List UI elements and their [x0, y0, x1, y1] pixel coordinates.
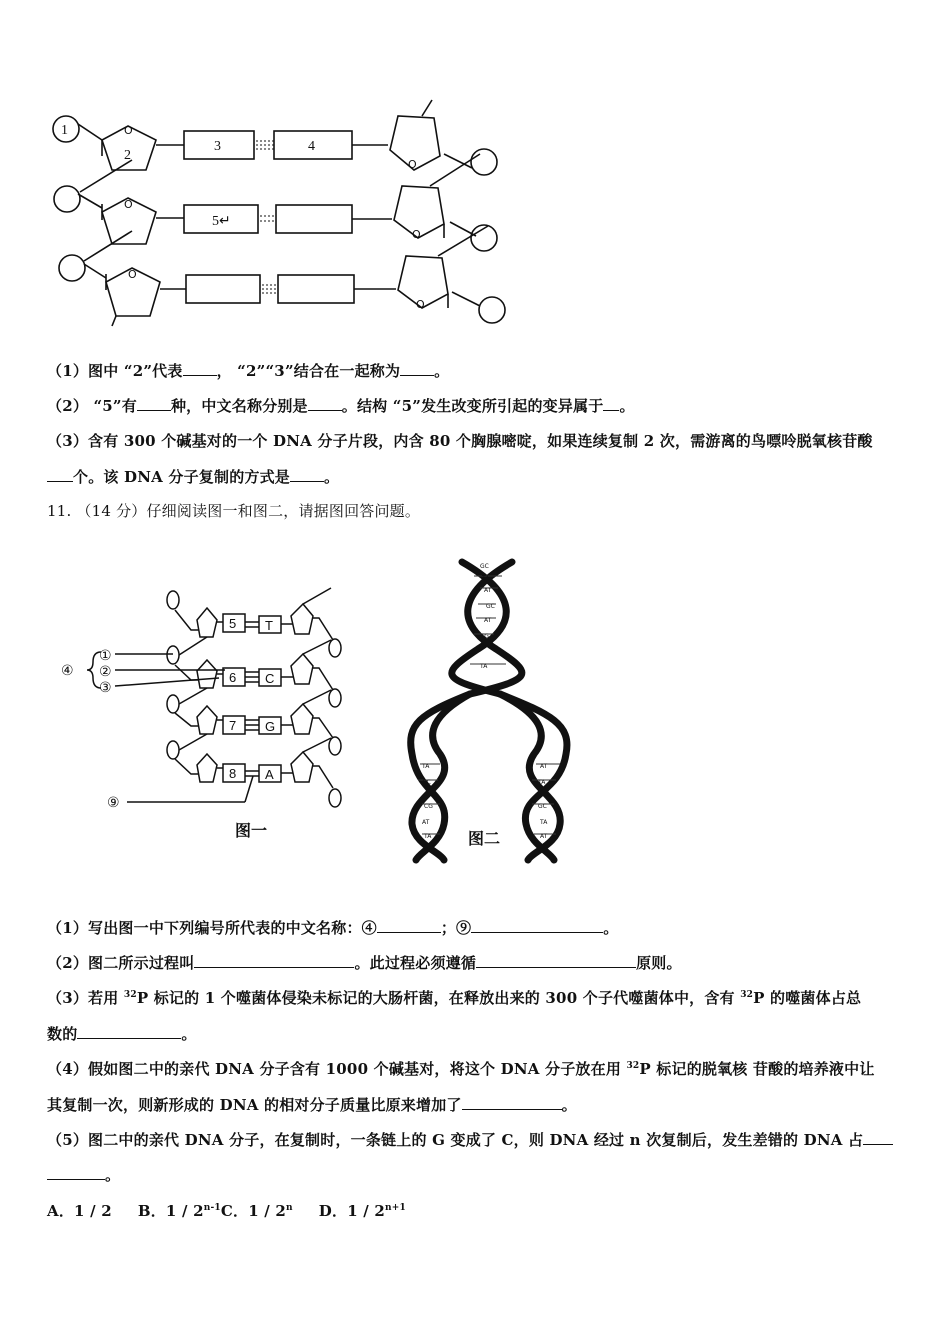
text: （3）若用 — [47, 989, 124, 1007]
q11-options — [47, 1200, 432, 1221]
pair-label: TA — [482, 575, 490, 582]
text: （2） “5”有 — [47, 397, 137, 415]
brace-label-4: ④ — [61, 663, 74, 679]
answer-blank — [183, 361, 217, 376]
sugar — [291, 604, 313, 634]
pair-label: GC — [486, 603, 495, 610]
pair-label: CG — [480, 633, 489, 640]
pair-label: AT — [422, 819, 430, 826]
text: 个。该 DNA 分子复制的方式是 — [73, 468, 291, 486]
text: 11. （14 分）仔细阅读图一和图二，请据图回答问题。 — [47, 502, 421, 520]
phosphate — [329, 639, 341, 657]
figure-two-caption: 图二 — [468, 829, 501, 848]
pair-label: TA — [424, 833, 432, 840]
answer-blank — [377, 918, 441, 933]
phosphate-circle — [471, 149, 497, 175]
answer-blank — [476, 953, 636, 968]
base-box — [186, 275, 260, 303]
text: 种，中文名称分别是 — [170, 397, 308, 415]
pair-label: GC — [422, 779, 431, 786]
base-box — [276, 205, 352, 233]
q11-part3-cont — [47, 1023, 197, 1044]
pair-label: TA — [538, 779, 546, 786]
q11-part5 — [47, 1129, 893, 1150]
pair-label: CG — [538, 847, 547, 854]
phosphate-circle — [479, 297, 505, 323]
text: 原则。 — [636, 954, 682, 972]
text: 。此过程必须遵循 — [354, 954, 477, 972]
phosphate — [329, 737, 341, 755]
svg-text:O: O — [128, 268, 137, 281]
callout-1: ① — [99, 648, 112, 664]
superscript: 32 — [123, 990, 137, 1000]
answer-blank — [194, 953, 354, 968]
answer-blank — [471, 918, 603, 933]
fig1-base: C — [265, 671, 275, 686]
sugar — [197, 660, 217, 688]
phosphate — [167, 646, 179, 664]
option-d[interactable] — [319, 1200, 406, 1221]
text: 。结构 “5”发生改变所引起的变异属于 — [341, 397, 604, 415]
fig1-base: A — [265, 767, 274, 782]
pair-label: AT — [540, 833, 548, 840]
answer-blank — [308, 396, 342, 411]
fig1-number: 5 — [229, 616, 237, 631]
pair-label: AT — [484, 587, 492, 594]
text: （1）写出图一中下列编号所代表的中文名称：④ — [47, 919, 377, 937]
base-box — [278, 275, 354, 303]
answer-blank — [77, 1024, 181, 1039]
pair-label: AT — [540, 763, 548, 770]
callout-3: ③ — [99, 680, 112, 696]
phosphate-circle — [54, 186, 80, 212]
label-5: 5↵ — [212, 214, 231, 229]
answer-blank — [47, 1165, 105, 1180]
text: P 的噬菌体占总 — [753, 989, 862, 1007]
figure-two-replication-diagram — [400, 554, 590, 864]
fig1-number: 7 — [229, 718, 237, 733]
answer-blank — [47, 467, 73, 482]
sugar — [197, 706, 217, 734]
svg-text:O: O — [124, 124, 133, 137]
pair-label: CG — [424, 803, 433, 810]
label-4: 4 — [308, 139, 315, 154]
q10-part3-cont — [47, 466, 339, 487]
sugar — [197, 754, 217, 782]
superscript: 32 — [626, 1061, 640, 1071]
text: 。 — [561, 1096, 577, 1114]
svg-text:O: O — [408, 158, 417, 171]
q11-part1 — [47, 917, 618, 938]
q10-part1 — [47, 360, 449, 381]
text: （3）含有 300 个碱基对的一个 DNA 分子片段，内含 80 个胸腺嘧啶，如果连续复制 2 次，需游离的鸟嘌呤脱氧核苷酸 — [47, 432, 873, 450]
callout-9: ⑨ — [107, 795, 120, 811]
sugar — [291, 704, 313, 734]
label-2: 2 — [124, 148, 131, 163]
text: （4）假如图二中的亲代 DNA 分子含有 1000 个碱基对，将这个 DNA 分子放在用 — [47, 1060, 627, 1078]
answer-blank — [137, 396, 171, 411]
text: 数的 — [47, 1025, 78, 1043]
fig1-base: G — [265, 719, 276, 734]
superscript: n — [286, 1203, 293, 1213]
answer-blank — [863, 1130, 893, 1145]
sugar — [291, 654, 313, 684]
option-c[interactable] — [221, 1200, 293, 1221]
figure-one-caption: 图一 — [235, 821, 268, 840]
callout-2: ② — [99, 664, 112, 680]
fig1-base: T — [265, 618, 273, 633]
text: ；⑨ — [440, 919, 472, 937]
q11-part4-cont — [47, 1094, 577, 1115]
sugar — [291, 752, 313, 782]
option-c-label: C．1 / 2 — [220, 1202, 287, 1220]
text: P 标记的 1 个噬菌体侵染未标记的大肠杆菌，在释放出来的 300 个子代噬菌体中，含有 — [136, 989, 741, 1007]
answer-blank — [603, 396, 619, 411]
text: 。 — [181, 1025, 197, 1043]
pair-label: GC — [424, 847, 433, 854]
svg-text:O: O — [416, 298, 425, 311]
answer-blank — [462, 1095, 562, 1110]
q10-part2 — [47, 395, 635, 416]
option-b-label: B．1 / 2 — [137, 1202, 204, 1220]
pair-label: TA — [540, 819, 548, 826]
pair-label: TA — [422, 763, 430, 770]
text: 其复制一次，则新形成的 DNA 的相对分子质量比原来增加了 — [47, 1096, 462, 1114]
superscript: n+1 — [385, 1203, 406, 1213]
phosphate — [167, 695, 179, 713]
q10-part3 — [47, 430, 873, 451]
pair-label: GC — [480, 563, 489, 570]
answer-blank — [290, 467, 324, 482]
pair-label: TA — [480, 663, 488, 670]
svg-text:O: O — [412, 228, 421, 241]
sugar — [197, 608, 217, 637]
option-a-label: A．1 / 2 — [47, 1202, 112, 1220]
superscript: n-1 — [203, 1203, 221, 1213]
answer-blank — [400, 361, 434, 376]
svg-text:O: O — [124, 198, 133, 211]
text: 。 — [324, 468, 340, 486]
pair-label: GC — [538, 803, 547, 810]
text: 。 — [105, 1166, 121, 1184]
fig1-number: 6 — [229, 670, 237, 685]
q11-part3 — [47, 987, 861, 1008]
text: 。 — [603, 919, 619, 937]
fig1-number: 8 — [229, 766, 237, 781]
superscript: 32 — [740, 990, 754, 1000]
text: （5）图二中的亲代 DNA 分子，在复制时，一条链上的 G 变成了 C，则 DNA 经过 n 次复制后，发生差错的 DNA 占 — [47, 1131, 864, 1149]
q11-part4 — [47, 1058, 875, 1079]
phosphate — [329, 789, 341, 807]
text: 。 — [434, 362, 450, 380]
q11-part5-cont — [47, 1164, 120, 1185]
option-a[interactable] — [47, 1200, 112, 1221]
option-b[interactable] — [138, 1200, 221, 1221]
q11-part2 — [47, 952, 682, 973]
phosphate — [167, 591, 179, 609]
text: ， “2”“3”结合在一起称为 — [216, 362, 401, 380]
text: P 标记的脱氧核 苷酸的培养液中让 — [639, 1060, 875, 1078]
phosphate — [329, 689, 341, 707]
pair-label: AT — [484, 617, 492, 624]
text: （1）图中 “2”代表 — [47, 362, 183, 380]
q11-heading — [47, 500, 420, 521]
phosphate-circle — [59, 255, 85, 281]
option-d-label: D．1 / 2 — [318, 1202, 385, 1220]
phosphate — [167, 741, 179, 759]
figure-one-dna-diagram — [55, 582, 355, 844]
dna-structure-diagram — [40, 88, 510, 338]
label-3: 3 — [214, 139, 221, 154]
text: （2）图二所示过程叫 — [47, 954, 195, 972]
text: 。 — [619, 397, 635, 415]
label-1: 1 — [61, 123, 68, 138]
